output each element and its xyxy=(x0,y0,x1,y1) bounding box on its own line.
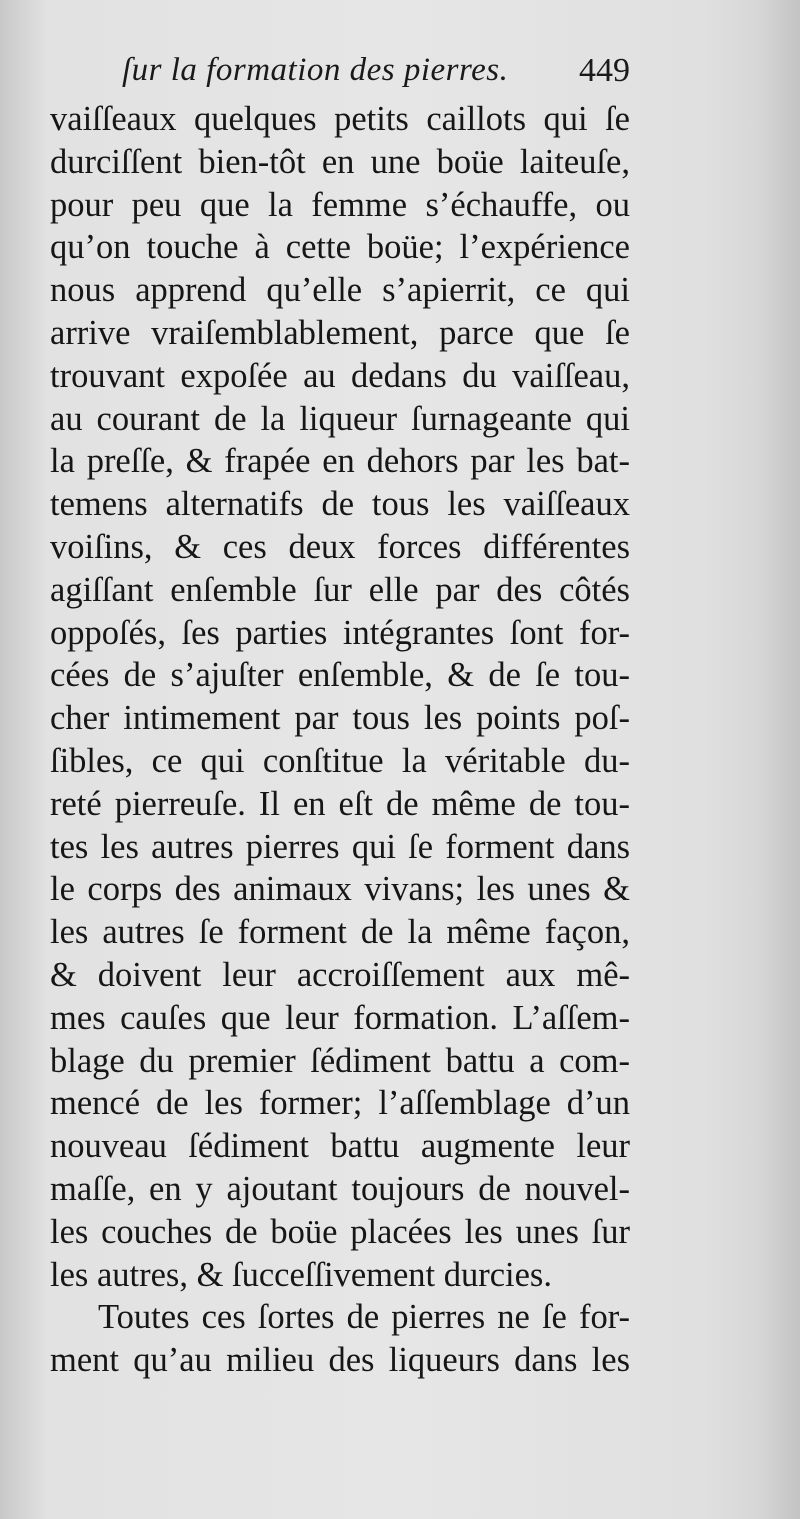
text-line: les autres ſe forment de la même façon, xyxy=(50,913,630,952)
text-line: ſibles, ce qui conſtitue la véritable du- xyxy=(50,741,630,780)
text-line: les couches de boüe placées les unes ſur xyxy=(50,1212,630,1251)
text-line: tes les autres pierres qui ſe forment dans xyxy=(50,827,630,866)
paragraph xyxy=(50,1296,630,1382)
text-line: la preſſe, & frapée en dehors par les bat- xyxy=(50,442,630,481)
text-line: trouvant expoſée au dedans du vaiſſeau, xyxy=(50,356,630,395)
page-number: 449 xyxy=(579,52,630,89)
text-line: ment qu’au milieu des liqueurs dans les xyxy=(50,1341,630,1380)
text-line: voiſins, & ces deux forces différentes xyxy=(50,527,630,566)
text-line: cées de s’ajuſter enſemble, & de ſe tou- xyxy=(50,656,630,695)
text-line: cher intimement par tous les points poſ- xyxy=(50,699,630,738)
scan-edge-shadow xyxy=(760,0,800,1519)
text-line: blage du premier ſédiment battu a com- xyxy=(50,1041,630,1080)
text-line: arrive vraiſemblablement, parce que ſe xyxy=(50,313,630,352)
paragraph xyxy=(50,98,630,1296)
text-line: au courant de la liqueur ſurnageante qui xyxy=(50,399,630,438)
text-line: mencé de les former; l’aſſemblage d’un xyxy=(50,1084,630,1123)
text-line: mes cauſes que leur formation. L’aſſem- xyxy=(50,998,630,1037)
text-line: vaiſſeaux quelques petits caillots qui ſe xyxy=(50,100,630,138)
text-line: temens alternatifs de tous les vaiſſeaux xyxy=(50,485,630,524)
body-text xyxy=(50,98,630,1382)
running-title: ſur la formation des pierres. xyxy=(122,52,509,88)
text-line: Toutes ces ſortes de pierres ne ſe for- xyxy=(98,1298,630,1337)
text-line: reté pierreuſe. Il en eſt de même de tou- xyxy=(50,784,630,823)
running-head xyxy=(110,52,630,102)
text-line: agiſſant enſemble ſur elle par des côtés xyxy=(50,570,630,609)
text-line: oppoſés, ſes parties intégrantes ſont for- xyxy=(50,613,630,652)
text-line: nous apprend qu’elle s’apierrit, ce qui xyxy=(50,271,630,310)
text-line: & doivent leur accroiſſement aux mê- xyxy=(50,955,630,994)
text-line: le corps des animaux vivans; les unes & xyxy=(50,870,630,909)
text-line: les autres, & ſucceſſivement durcies. xyxy=(50,1255,552,1294)
text-line: pour peu que la femme s’échauffe, ou xyxy=(50,185,630,224)
text-line: qu’on touche à cette boüe; l’expérience xyxy=(50,228,630,267)
text-line: nouveau ſédiment battu augmente leur xyxy=(50,1127,630,1166)
text-line: maſſe, en y ajoutant toujours de nouvel- xyxy=(50,1169,630,1208)
text-line: durciſſent bien-tôt en une boüe laiteuſe, xyxy=(50,142,630,181)
